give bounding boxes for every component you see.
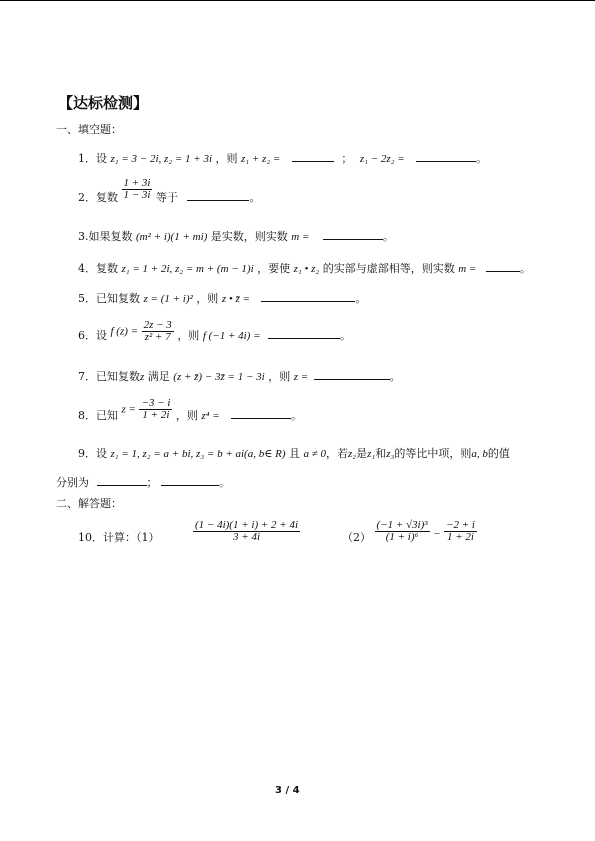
q5-given: z = (1 + i)² xyxy=(143,293,193,305)
q1-separator: ； xyxy=(341,152,353,165)
q5-text: ，则 xyxy=(196,292,219,305)
q10-part2-label: （2） xyxy=(342,530,371,544)
q8-frac-num: −3 − i xyxy=(141,397,171,409)
q9-text-5: 的等比中项，则 xyxy=(394,447,472,460)
question-10 xyxy=(78,520,300,543)
q9-text-2: ，若 xyxy=(326,447,349,460)
q6-frac-num: 2z − 3 xyxy=(143,319,172,331)
q2-frac-den: 1 − 3i xyxy=(123,189,151,201)
q7-var: z xyxy=(140,371,145,383)
question-10-part-2 xyxy=(342,520,477,543)
q8-frac-den: 1 + 2i xyxy=(142,409,170,421)
fill-in-section-title: 一、填空题： xyxy=(56,123,122,136)
q4-text: ，要使 xyxy=(257,262,291,275)
q10-frac2-num: (−1 + √3i)³ xyxy=(376,519,428,531)
q1-end: 。 xyxy=(476,152,488,165)
q9-z2: z₂ xyxy=(348,448,357,460)
q6-frac-den: z² + 7 xyxy=(144,331,171,343)
q8-var: z = xyxy=(121,403,136,416)
q5-answer-blank[interactable] xyxy=(261,292,355,302)
q7-expr: z = xyxy=(293,371,309,383)
q1-text: ，则 xyxy=(215,152,238,165)
q7-end: 。 xyxy=(389,370,401,383)
q2-end: 。 xyxy=(249,190,261,204)
q1-expr-diff: z₁ − 2z₂ = xyxy=(359,153,405,165)
question-2 xyxy=(78,177,261,204)
q3-var: m = xyxy=(291,231,310,243)
q2-answer-blank[interactable] xyxy=(187,191,249,201)
page-number: 3 / 4 xyxy=(275,785,300,796)
q9-answer-blank-b[interactable] xyxy=(161,476,219,486)
q9-condition: a ≠ 0 xyxy=(303,448,327,460)
q4-product: z₁ • z₂ xyxy=(293,263,320,275)
q10-frac2-den: (1 + i)⁶ xyxy=(385,531,419,543)
question-9-line-2 xyxy=(56,476,230,488)
q7-text: 满足 xyxy=(147,370,170,383)
q10-frac3-den: 1 + 2i xyxy=(446,531,474,543)
q9-line2-text: 分别为 xyxy=(56,476,89,489)
q5-expr: z • z̄ = xyxy=(221,293,250,305)
q9-separator: ； xyxy=(146,476,158,489)
section-heading: 【达标检测】 xyxy=(58,94,149,112)
q3-expr: (m² + i)(1 + mi) xyxy=(136,231,208,243)
q8-fraction xyxy=(139,398,172,421)
q5-number: 5．已知复数 xyxy=(78,292,140,305)
q9-number: 9．设 xyxy=(78,447,107,460)
question-4 xyxy=(78,262,531,275)
question-6 xyxy=(78,320,351,343)
q7-answer-blank[interactable] xyxy=(314,370,390,380)
q1-given: z₁ = 3 − 2i, z₂ = 1 + 3i xyxy=(110,153,213,165)
q6-func: f (z) = xyxy=(110,325,139,338)
q4-text-2: 的实部与虚部相等，则实数 xyxy=(322,262,455,275)
q8-expr: z⁴ = xyxy=(201,409,220,422)
q1-answer-blank-2[interactable] xyxy=(416,152,476,162)
q4-number: 4．复数 xyxy=(78,262,118,275)
q9-answer-blank-a[interactable] xyxy=(97,476,147,486)
q7-number: 7．已知复数 xyxy=(78,370,140,383)
q3-end: 。 xyxy=(382,230,394,243)
q9-end: 。 xyxy=(219,476,230,489)
q1-number: 1．设 xyxy=(78,152,107,165)
q10-fraction-2 xyxy=(375,520,430,543)
question-3 xyxy=(78,230,394,243)
q9-text-4: 和 xyxy=(375,447,387,460)
q9-text-6: 的值 xyxy=(487,447,510,460)
q7-equation: (z + z̄) − 3z̄ = 1 − 3i xyxy=(173,371,265,383)
q3-number: 3.如果复数 xyxy=(78,230,133,243)
q10-minus: − xyxy=(433,527,441,540)
q6-answer-blank[interactable] xyxy=(268,329,340,339)
question-1 xyxy=(78,152,487,165)
q2-text: 等于 xyxy=(155,190,178,204)
question-7 xyxy=(78,370,401,383)
q3-text: 是实数，则实数 xyxy=(210,230,288,243)
q5-end: 。 xyxy=(355,292,367,305)
q8-answer-blank[interactable] xyxy=(231,409,291,419)
q4-var: m = xyxy=(458,263,477,275)
q6-expr: f (−1 + 4i) = xyxy=(202,329,261,342)
question-5 xyxy=(78,292,366,305)
q10-fraction-1 xyxy=(193,520,300,543)
q10-frac3-num: −2 + i xyxy=(446,519,475,531)
q8-text: ，则 xyxy=(175,408,198,422)
q8-number: 8．已知 xyxy=(78,408,118,422)
q4-answer-blank[interactable] xyxy=(486,262,520,272)
q9-z1: z₁ xyxy=(367,448,376,460)
q10-frac1-num: (1 − 4i)(1 + i) + 2 + 4i xyxy=(195,519,299,531)
q9-z3: z₃ xyxy=(386,448,395,460)
q7-text-2: ，则 xyxy=(268,370,291,383)
q9-text-3: 是 xyxy=(356,447,368,460)
q10-fraction-3 xyxy=(444,520,477,543)
answer-section-title: 二、解答题： xyxy=(56,497,122,510)
q6-number: 6．设 xyxy=(78,328,107,342)
q10-frac1-den: 3 + 4i xyxy=(233,531,260,543)
q4-end: 。 xyxy=(519,262,531,275)
q10-number: 10．计算：（1） xyxy=(78,530,160,544)
q1-expr-sum: z₁ + z₂ = xyxy=(241,153,281,165)
q9-given: z₁ = 1, z₂ = a + bi, z₃ = b + ai(a, b∈ R) xyxy=(110,448,286,460)
header-rule xyxy=(0,0,595,1)
question-9 xyxy=(78,448,510,460)
q6-fraction xyxy=(142,320,174,343)
q9-text: 且 xyxy=(288,447,300,460)
q8-end: 。 xyxy=(291,408,303,422)
q4-given: z₁ = 1 + 2i, z₂ = m + (m − 1)i xyxy=(121,263,254,275)
q6-end: 。 xyxy=(340,328,352,342)
q6-text: ，则 xyxy=(177,328,200,342)
q1-answer-blank-1[interactable] xyxy=(292,152,334,162)
q3-answer-blank[interactable] xyxy=(323,230,383,240)
q2-frac-num: 1 + 3i xyxy=(123,177,151,189)
q2-fraction xyxy=(122,178,153,201)
q2-number: 2．复数 xyxy=(78,190,118,204)
question-8 xyxy=(78,398,302,421)
q9-ab: a, b xyxy=(471,448,488,460)
